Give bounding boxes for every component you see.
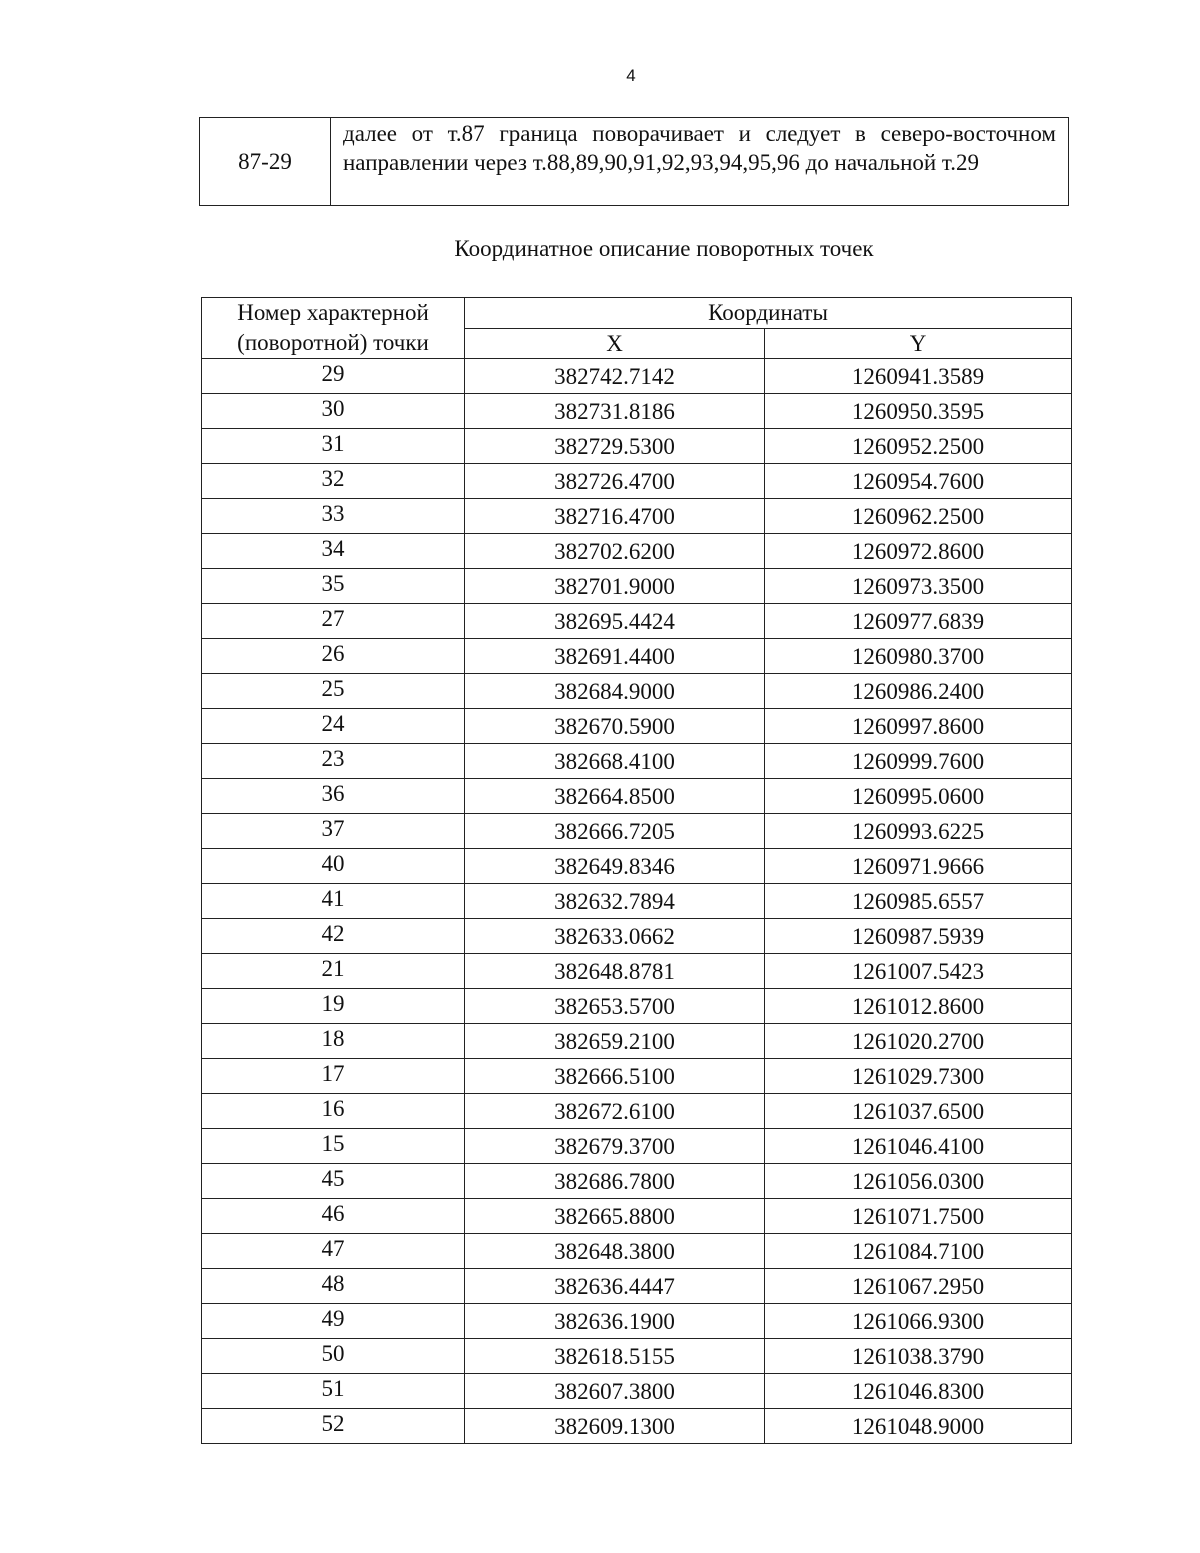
coordinates-header: Координаты bbox=[465, 298, 1072, 329]
x-coordinate-cell: 382632.7894 bbox=[465, 884, 765, 919]
y-coordinate-cell: 1260962.2500 bbox=[765, 499, 1072, 534]
point-number-cell: 23 bbox=[202, 744, 465, 779]
page-number: 4 bbox=[626, 66, 636, 85]
y-coordinate-cell: 1261020.2700 bbox=[765, 1024, 1072, 1059]
table-row bbox=[202, 779, 1072, 814]
y-coordinate-cell: 1261084.7100 bbox=[765, 1234, 1072, 1269]
table-row bbox=[202, 1024, 1072, 1059]
x-coordinate-cell: 382636.1900 bbox=[465, 1304, 765, 1339]
x-coordinate-cell: 382679.3700 bbox=[465, 1129, 765, 1164]
y-coordinate-cell: 1261029.7300 bbox=[765, 1059, 1072, 1094]
point-number-cell: 41 bbox=[202, 884, 465, 919]
point-number-cell: 51 bbox=[202, 1374, 465, 1409]
x-coordinate-cell: 382686.7800 bbox=[465, 1164, 765, 1199]
point-number-cell: 24 bbox=[202, 709, 465, 744]
y-coordinate-cell: 1260972.8600 bbox=[765, 534, 1072, 569]
boundary-description-table bbox=[199, 117, 1069, 206]
y-coordinate-cell: 1260980.3700 bbox=[765, 639, 1072, 674]
x-coordinate-cell: 382691.4400 bbox=[465, 639, 765, 674]
point-number-cell: 27 bbox=[202, 604, 465, 639]
y-coordinate-cell: 1261066.9300 bbox=[765, 1304, 1072, 1339]
x-coordinate-cell: 382665.8800 bbox=[465, 1199, 765, 1234]
table-row bbox=[202, 604, 1072, 639]
y-coordinate-cell: 1261046.8300 bbox=[765, 1374, 1072, 1409]
x-coordinate-cell: 382664.8500 bbox=[465, 779, 765, 814]
x-coordinate-cell: 382742.7142 bbox=[465, 359, 765, 394]
table-row bbox=[202, 1409, 1072, 1444]
y-coordinate-cell: 1261067.2950 bbox=[765, 1269, 1072, 1304]
point-number-cell: 48 bbox=[202, 1269, 465, 1304]
point-number-cell: 37 bbox=[202, 814, 465, 849]
y-coordinate-cell: 1261071.7500 bbox=[765, 1199, 1072, 1234]
x-coordinate-cell: 382653.5700 bbox=[465, 989, 765, 1024]
table-row bbox=[202, 674, 1072, 709]
x-coordinate-cell: 382701.9000 bbox=[465, 569, 765, 604]
x-coordinate-cell: 382659.2100 bbox=[465, 1024, 765, 1059]
point-number-cell: 45 bbox=[202, 1164, 465, 1199]
point-number-cell: 17 bbox=[202, 1059, 465, 1094]
x-coordinate-cell: 382636.4447 bbox=[465, 1269, 765, 1304]
point-number-cell: 31 bbox=[202, 429, 465, 464]
point-number-cell: 18 bbox=[202, 1024, 465, 1059]
table-row bbox=[202, 1059, 1072, 1094]
y-coordinate-cell: 1260985.6557 bbox=[765, 884, 1072, 919]
y-coordinate-cell: 1260977.6839 bbox=[765, 604, 1072, 639]
boundary-segment: 87-29 bbox=[200, 118, 331, 206]
x-coordinate-cell: 382633.0662 bbox=[465, 919, 765, 954]
coordinates-body bbox=[202, 359, 1072, 1444]
x-coordinate-cell: 382648.8781 bbox=[465, 954, 765, 989]
table-row bbox=[202, 919, 1072, 954]
point-number-cell: 33 bbox=[202, 499, 465, 534]
table-row bbox=[202, 359, 1072, 394]
table-row bbox=[202, 1199, 1072, 1234]
point-number-cell: 26 bbox=[202, 639, 465, 674]
point-number-cell: 21 bbox=[202, 954, 465, 989]
point-number-cell: 16 bbox=[202, 1094, 465, 1129]
y-coordinate-cell: 1260993.6225 bbox=[765, 814, 1072, 849]
y-coordinate-cell: 1261046.4100 bbox=[765, 1129, 1072, 1164]
y-coordinate-cell: 1260952.2500 bbox=[765, 429, 1072, 464]
y-coordinate-cell: 1260986.2400 bbox=[765, 674, 1072, 709]
x-coordinate-cell: 382731.8186 bbox=[465, 394, 765, 429]
point-number-cell: 34 bbox=[202, 534, 465, 569]
x-coordinate-cell: 382648.3800 bbox=[465, 1234, 765, 1269]
y-coordinate-cell: 1261048.9000 bbox=[765, 1409, 1072, 1444]
y-coordinate-cell: 1260971.9666 bbox=[765, 849, 1072, 884]
point-number-cell: 19 bbox=[202, 989, 465, 1024]
point-number-cell: 25 bbox=[202, 674, 465, 709]
x-coordinate-cell: 382670.5900 bbox=[465, 709, 765, 744]
y-coordinate-cell: 1260987.5939 bbox=[765, 919, 1072, 954]
x-coordinate-cell: 382609.1300 bbox=[465, 1409, 765, 1444]
y-coordinate-cell: 1261037.6500 bbox=[765, 1094, 1072, 1129]
boundary-description-row bbox=[200, 118, 1069, 206]
boundary-segment-text: далее от т.87 граница поворачивает и следует в северо-восточном направлении через т.88,89,90,91,92,93,94,95,96 до начальной т.29 bbox=[331, 118, 1069, 206]
point-number-cell: 30 bbox=[202, 394, 465, 429]
point-number-header: Номер характерной (поворотной) точки bbox=[202, 298, 465, 359]
table-row bbox=[202, 1234, 1072, 1269]
point-number-cell: 29 bbox=[202, 359, 465, 394]
x-coordinate-cell: 382726.4700 bbox=[465, 464, 765, 499]
table-row bbox=[202, 1304, 1072, 1339]
table-row bbox=[202, 1374, 1072, 1409]
table-row bbox=[202, 429, 1072, 464]
table-row bbox=[202, 1269, 1072, 1304]
x-coordinate-cell: 382607.3800 bbox=[465, 1374, 765, 1409]
table-row bbox=[202, 394, 1072, 429]
x-coordinate-cell: 382729.5300 bbox=[465, 429, 765, 464]
y-coordinate-cell: 1261007.5423 bbox=[765, 954, 1072, 989]
coordinates-header-row bbox=[202, 298, 1072, 329]
x-coordinate-cell: 382666.7205 bbox=[465, 814, 765, 849]
x-header: X bbox=[465, 328, 765, 359]
y-coordinate-cell: 1261056.0300 bbox=[765, 1164, 1072, 1199]
point-number-cell: 52 bbox=[202, 1409, 465, 1444]
point-number-cell: 50 bbox=[202, 1339, 465, 1374]
x-coordinate-cell: 382618.5155 bbox=[465, 1339, 765, 1374]
table-row bbox=[202, 639, 1072, 674]
x-coordinate-cell: 382695.4424 bbox=[465, 604, 765, 639]
point-number-cell: 47 bbox=[202, 1234, 465, 1269]
table-row bbox=[202, 814, 1072, 849]
table-row bbox=[202, 849, 1072, 884]
point-number-cell: 40 bbox=[202, 849, 465, 884]
point-number-cell: 42 bbox=[202, 919, 465, 954]
table-row bbox=[202, 534, 1072, 569]
point-number-cell: 49 bbox=[202, 1304, 465, 1339]
y-coordinate-cell: 1260973.3500 bbox=[765, 569, 1072, 604]
table-row bbox=[202, 954, 1072, 989]
point-number-cell: 35 bbox=[202, 569, 465, 604]
point-number-cell: 15 bbox=[202, 1129, 465, 1164]
table-row bbox=[202, 989, 1072, 1024]
coordinates-table bbox=[201, 297, 1072, 1444]
y-coordinate-cell: 1260941.3589 bbox=[765, 359, 1072, 394]
table-row bbox=[202, 464, 1072, 499]
section-title: Координатное описание поворотных точек bbox=[454, 236, 874, 261]
x-coordinate-cell: 382668.4100 bbox=[465, 744, 765, 779]
table-row bbox=[202, 1129, 1072, 1164]
x-coordinate-cell: 382649.8346 bbox=[465, 849, 765, 884]
table-row bbox=[202, 499, 1072, 534]
table-row bbox=[202, 884, 1072, 919]
x-coordinate-cell: 382702.6200 bbox=[465, 534, 765, 569]
table-row bbox=[202, 569, 1072, 604]
x-coordinate-cell: 382716.4700 bbox=[465, 499, 765, 534]
point-number-cell: 32 bbox=[202, 464, 465, 499]
y-header: Y bbox=[765, 328, 1072, 359]
y-coordinate-cell: 1260950.3595 bbox=[765, 394, 1072, 429]
x-coordinate-cell: 382684.9000 bbox=[465, 674, 765, 709]
x-coordinate-cell: 382666.5100 bbox=[465, 1059, 765, 1094]
point-number-cell: 46 bbox=[202, 1199, 465, 1234]
y-coordinate-cell: 1260999.7600 bbox=[765, 744, 1072, 779]
x-coordinate-cell: 382672.6100 bbox=[465, 1094, 765, 1129]
y-coordinate-cell: 1261012.8600 bbox=[765, 989, 1072, 1024]
table-row bbox=[202, 1164, 1072, 1199]
table-row bbox=[202, 744, 1072, 779]
y-coordinate-cell: 1261038.3790 bbox=[765, 1339, 1072, 1374]
table-row bbox=[202, 1339, 1072, 1374]
table-row bbox=[202, 1094, 1072, 1129]
table-row bbox=[202, 709, 1072, 744]
point-number-cell: 36 bbox=[202, 779, 465, 814]
y-coordinate-cell: 1260995.0600 bbox=[765, 779, 1072, 814]
y-coordinate-cell: 1260997.8600 bbox=[765, 709, 1072, 744]
y-coordinate-cell: 1260954.7600 bbox=[765, 464, 1072, 499]
